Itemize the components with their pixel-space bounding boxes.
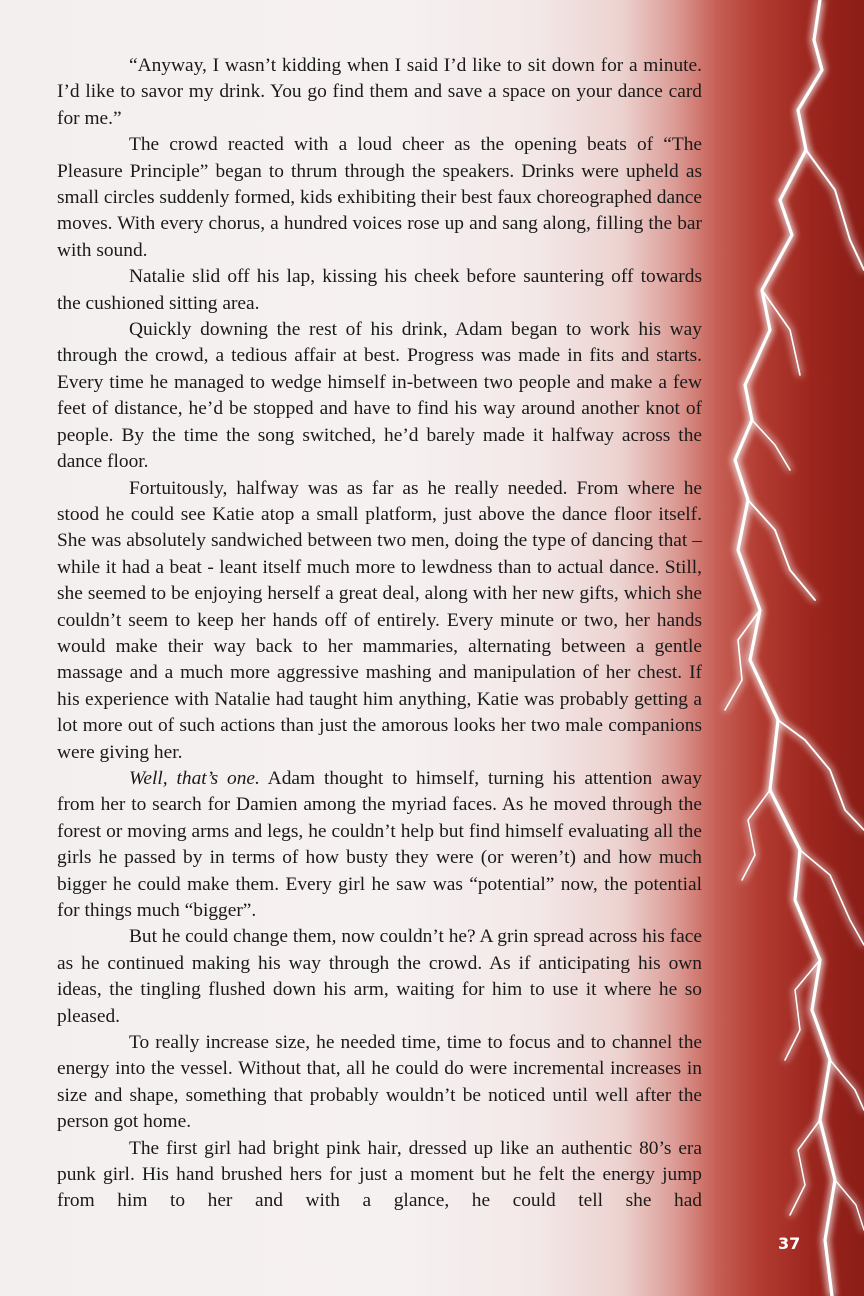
paragraph bbox=[57, 1136, 702, 1215]
body-text bbox=[57, 53, 702, 1215]
page-number: 37 bbox=[778, 1234, 801, 1253]
italic-thought: Well, that’s one. bbox=[129, 767, 260, 789]
paragraph-text: “Anyway, I wasn’t kidding when I said I’d like to sit down for a minute. I’d like to savor my drink. You go find them and save a space on your dance card for me.” bbox=[57, 55, 702, 129]
paragraph bbox=[57, 264, 702, 317]
paragraph-text: Fortuitously, halfway was as far as he really needed. From where he stood he could see Katie atop a small platform, just above the dance floor itself. She was absolutely sandwiched between two men, doing the type of dancing that – while it had a beat - leant itself much more to lewdness than to actual dance. Still, she seemed to be enjoying herself a great deal, along with her new gifts, which she couldn’t seem to keep her hands off of entirely. Every minute or two, her hands would make their way back to her mammaries, alternating between a gentle massage and a much more aggressive mashing and manipulation of her chest. If his experience with Natalie had taught him anything, Katie was probably getting a lot more out of such actions than just the amorous looks her two male companions were giving her. bbox=[57, 477, 702, 763]
paragraph-text: Natalie slid off his lap, kissing his cheek before sauntering off towards the cushioned sitting area. bbox=[57, 266, 702, 314]
paragraph-text: To really increase size, he needed time, time to focus and to channel the energy into the vessel. Without that, all he could do were incremental increases in size and shape, something that probably wouldn’t be noticed until well after the person got home. bbox=[57, 1032, 702, 1133]
paragraph bbox=[57, 766, 702, 924]
paragraph bbox=[57, 924, 702, 1030]
paragraph bbox=[57, 132, 702, 264]
paragraph-text: The crowd reacted with a loud cheer as the opening beats of “The Pleasure Principle” began to thrum through the speakers. Drinks were upheld as small circles suddenly formed, kids exhibiting their best faux choreographed dance moves. With every chorus, a hundred voices rose up and sang along, filling the bar with sound. bbox=[57, 134, 702, 261]
paragraph bbox=[57, 1030, 702, 1136]
paragraph bbox=[57, 476, 702, 766]
paragraph bbox=[57, 53, 702, 132]
paragraph-text: But he could change them, now couldn’t he? A grin spread across his face as he continued making his way through the crowd. As if anticipating his own ideas, the tingling flushed down his arm, waiting for him to use it where he so pleased. bbox=[57, 926, 702, 1027]
paragraph-text: Quickly downing the rest of his drink, Adam began to work his way through the crowd, a tedious affair at best. Progress was made in fits and starts. Every time he managed to wedge himself in-between two people and make a few feet of distance, he’d be stopped and have to find his way around another knot of people. By the time the song switched, he’d barely made it halfway across the dance floor. bbox=[57, 319, 702, 473]
paragraph bbox=[57, 317, 702, 475]
paragraph-text: Adam thought to himself, turning his attention away from her to search for Damien among the myriad faces. As he moved through the forest or moving arms and legs, he couldn’t help but find himself evaluating all the girls he passed by in terms of how busty they were (or weren’t) and how much bigger he could make them. Every girl he saw was “potential” now, the potential for things much “bigger”. bbox=[57, 767, 702, 921]
paragraph-text: The first girl had bright pink hair, dressed up like an authentic 80’s era punk girl. His hand brushed hers for just a moment but he felt the energy jump from him to her and with a glance, he could tell she had bbox=[57, 1137, 702, 1212]
